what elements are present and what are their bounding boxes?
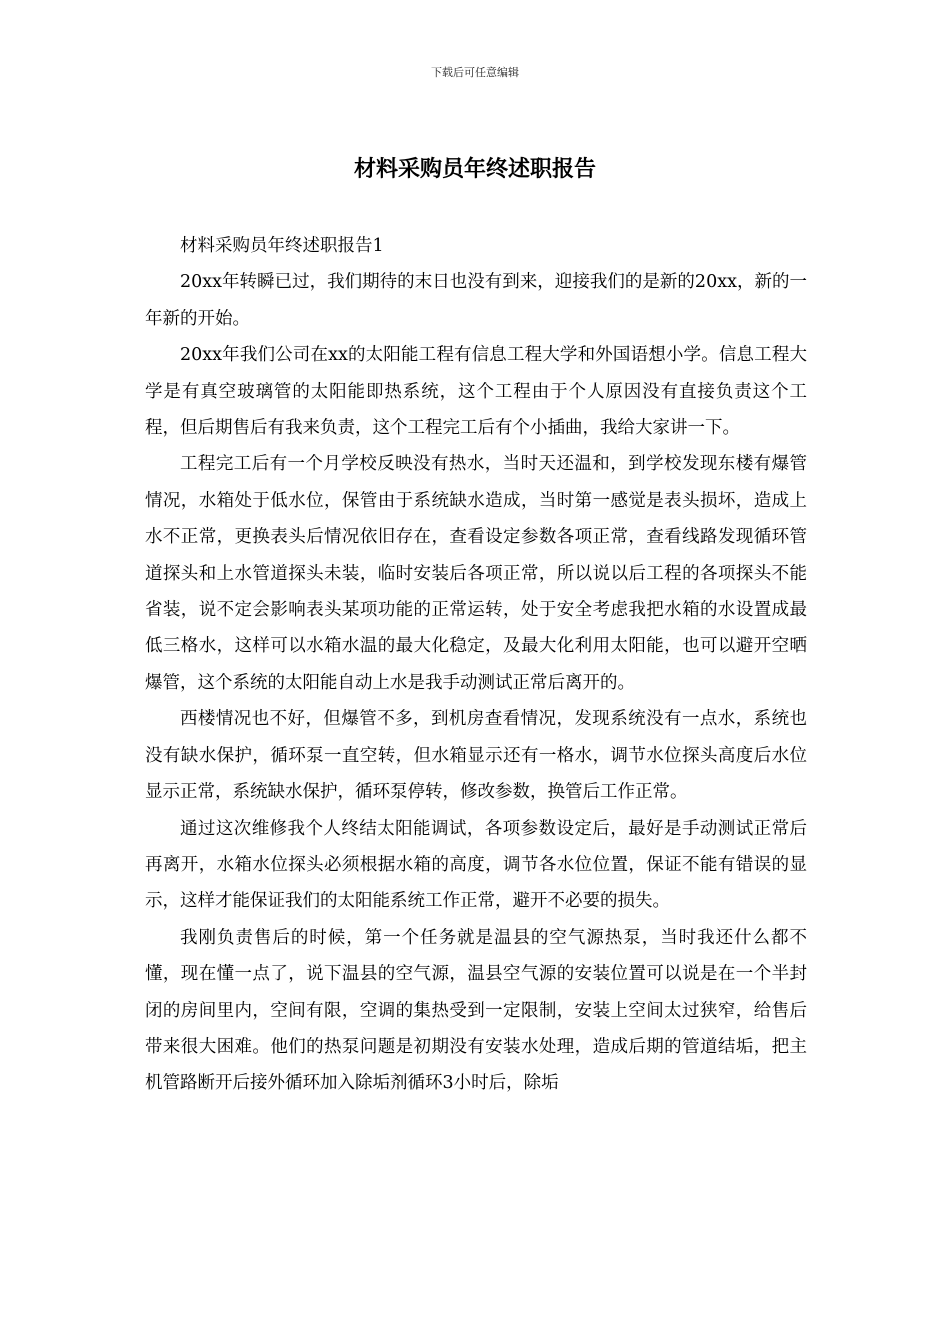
header-note: 下载后可任意编辑 bbox=[431, 66, 519, 79]
paragraph: 通过这次维修我个人终结太阳能调试，各项参数设定后，最好是手动测试正常后再离开，水箱水位探头必须根据水箱的高度，调节各水位位置，保证不能有错误的显示，这样才能保证我们的太阳能系统工作正常，避开不必要的损失。 bbox=[145, 818, 807, 912]
paragraph: 20xx年转瞬已过，我们期待的末日也没有到来，迎接我们的是新的20xx，新的一年新的开始。 bbox=[145, 272, 807, 329]
section-heading: 材料采购员年终述职报告1 bbox=[180, 236, 384, 256]
document-title: 材料采购员年终述职报告 bbox=[353, 156, 596, 182]
paragraph: 西楼情况也不好，但爆管不多，到机房查看情况，发现系统没有一点水，系统也没有缺水保护，循环泵一直空转，但水箱显示还有一格水，调节水位探头高度后水位显示正常，系统缺水保护，循环泵停转，修改参数，换管后工作正常。 bbox=[145, 709, 807, 803]
paragraph: 我刚负责售后的时候，第一个任务就是温县的空气源热泵，当时我还什么都不懂，现在懂一点了，说下温县的空气源，温县空气源的安装位置可以说是在一个半封闭的房间里内，空间有限，空调的集热受到一定限制，安装上空间太过狭窄，给售后带来很大困难。他们的热泵问题是初期没有安装水处理，造成后期的管道结垢，把主机管路断开后接外循环加入除垢剂循环3小时后，除垢 bbox=[145, 927, 807, 1094]
paragraph: 工程完工后有一个月学校反映没有热水，当时天还温和，到学校发现东楼有爆管情况，水箱处于低水位，保管由于系统缺水造成，当时第一感觉是表头损坏，造成上水不正常，更换表头后情况依旧存在，查看设定参数各项正常，查看线路发现循环管道探头和上水管道探头未装，临时安装后各项正常，所以说以后工程的各项探头不能省装，说不定会影响表头某项功能的正常运转，处于安全考虑我把水箱的水设置成最低三格水，这样可以水箱水温的最大化稳定，及最大化利用太阳能，也可以避开空晒爆管，这个系统的太阳能自动上水是我手动测试正常后离开的。 bbox=[145, 454, 807, 693]
document-body bbox=[145, 228, 807, 1102]
paragraph: 20xx年我们公司在xx的太阳能工程有信息工程大学和外国语想小学。信息工程大学是有真空玻璃管的太阳能即热系统，这个工程由于个人原因没有直接负责这个工程，但后期售后有我来负责，这个工程完工后有个小插曲，我给大家讲一下。 bbox=[145, 345, 807, 439]
